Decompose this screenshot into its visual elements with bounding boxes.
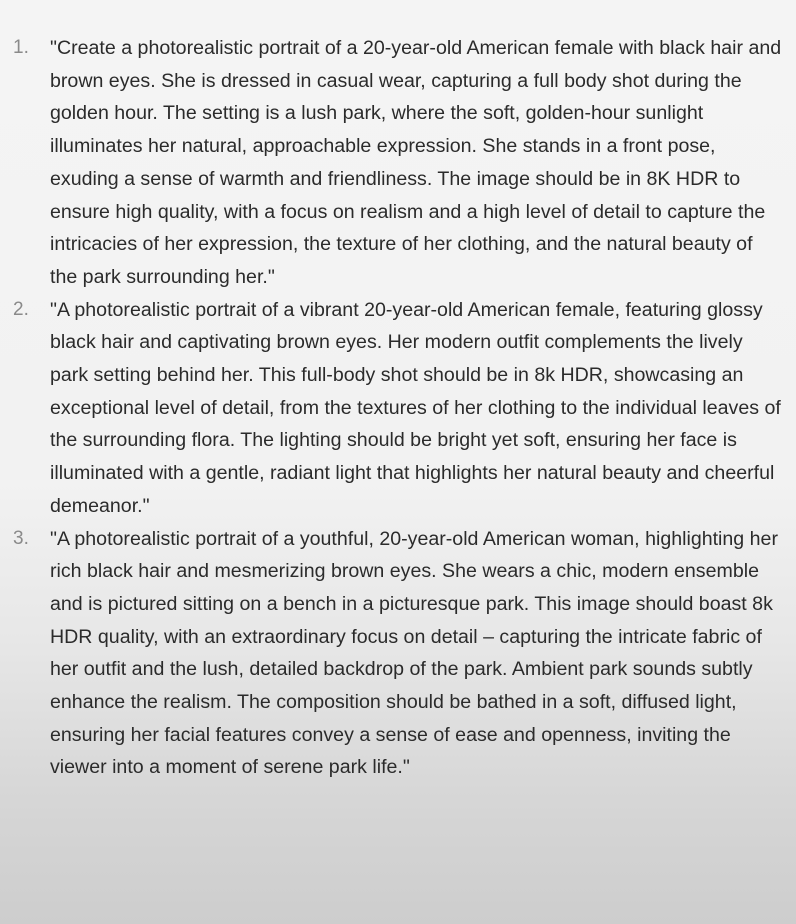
list-item-text: "Create a photorealistic portrait of a 20-year-old American female with black hair and brown eyes. She is dressed in casual wear, capturing a full body shot during the golden hour. The setting is a lush park, where the soft, golden-hour sunlight illuminates her natural, approachable expression. She stands in a front pose, exuding a sense of warmth and friendliness. The image should be in 8K HDR to ensure high quality, with a focus on realism and a high level of detail to capture the intricacies of her expression, the texture of her clothing, and the natural beauty of the park surrounding her." — [50, 37, 782, 288]
list-item-text: "A photorealistic portrait of a youthful, 20-year-old American woman, highlighting her rich black hair and mesmerizing brown eyes. She wears a chic, modern ensemble and is pictured sitting on a bench in a picturesque park. This image should boast 8k HDR quality, with an extraordinary focus on detail – capturing the intricate fabric of her outfit and the lush, detailed backdrop of the park. Ambient park sounds subtly enhance the realism. The composition should be bathed in a soft, diffused light, ensuring her facial features convey a sense of ease and openness, inviting the viewer into a moment of serene park life." — [50, 527, 778, 779]
list-item-number: 1. — [13, 37, 29, 58]
list-item — [0, 294, 796, 523]
list-item-number: 3. — [13, 527, 29, 549]
list-item — [0, 32, 796, 294]
list-item-number: 2. — [13, 298, 29, 320]
list-item — [0, 523, 796, 785]
list-item-text: "A photorealistic portrait of a vibrant 20-year-old American female, featuring glossy black hair and captivating brown eyes. Her modern outfit complements the lively park setting behind her. This full-body shot should be in 8k HDR, showcasing an exceptional level of detail, from the textures of her clothing to the individual leaves of the surrounding flora. The lighting should be bright yet soft, ensuring her face is illuminated with a gentle, radiant light that highlights her natural beauty and cheerful demeanor." — [50, 298, 781, 517]
